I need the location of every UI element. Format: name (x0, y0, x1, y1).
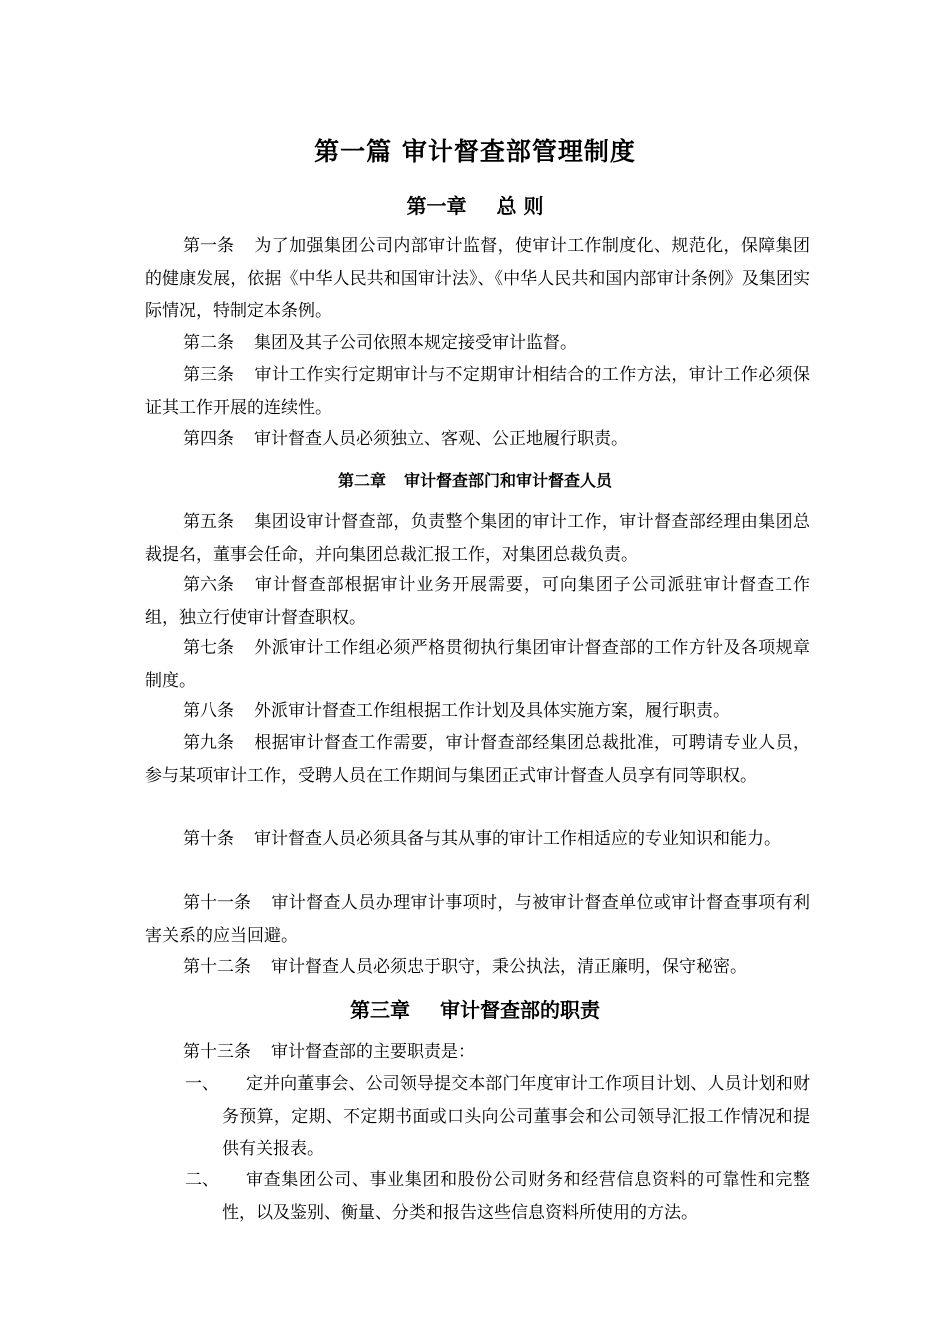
article-number: 第十条 (183, 829, 234, 849)
article-number: 第十一条 (183, 893, 251, 913)
article-text: 为了加强集团公司内部审计监督，使审计工作制度化、规范化，保障集团的健康发展，依据《中华人民共和国审计法》、《中华人民共和国内部审计条例》及集团实际情况，特制定本条例。 (145, 236, 810, 321)
chapter-2-name: 审计督查部门和审计督查人员 (404, 471, 613, 490)
article-text: 集团设审计督查部，负责整个集团的审计工作，审计督查部经理由集团总裁提名，董事会任命，并向集团总裁汇报工作，对集团总裁负责。 (145, 512, 810, 565)
article-number: 第八条 (183, 701, 234, 721)
article-13 (145, 1036, 810, 1069)
article-number: 第十三条 (183, 1042, 251, 1062)
article-1 (145, 230, 810, 328)
article-7 (145, 632, 810, 697)
article-text: 集团及其子公司依照本规定接受审计监督。 (254, 333, 577, 353)
article-4 (145, 423, 810, 456)
duty-text: 定并向董事会、公司领导提交本部门年度审计工作项目计划、人员计划和财务预算，定期、不定期书面或口头向公司董事会和公司领导汇报工作情况和提供有关报表。 (222, 1074, 810, 1159)
chapter-1-heading (0, 190, 950, 219)
article-10 (145, 823, 810, 856)
duty-number: 二、 (185, 1170, 219, 1190)
article-number: 第一条 (183, 236, 234, 256)
article-number: 第五条 (183, 512, 234, 532)
article-text: 审计工作实行定期审计与不定期审计相结合的工作方法，审计工作必须保证其工作开展的连续性。 (145, 365, 810, 418)
article-number: 第十二条 (183, 957, 251, 977)
article-number: 第二条 (183, 333, 234, 353)
article-6 (145, 569, 810, 634)
article-number: 第六条 (183, 575, 234, 595)
article-number: 第四条 (183, 429, 234, 449)
article-text: 根据审计督查工作需要，审计督查部经集团总裁批准，可聘请专业人员，参与某项审计工作，受聘人员在工作期间与集团正式审计督查人员享有同等职权。 (145, 733, 810, 786)
article-number: 第三条 (183, 365, 234, 385)
article-number: 第九条 (183, 733, 234, 753)
article-text: 审计督查人员必须忠于职守，秉公执法，清正廉明，保守秘密。 (271, 957, 747, 977)
article-2 (145, 327, 810, 360)
article-11 (145, 887, 810, 952)
article-text: 审计督查部的主要职责是： (271, 1042, 475, 1062)
article-text: 审计督查部根据审计业务开展需要，可向集团子公司派驻审计督查工作组，独立行使审计督查职权。 (145, 575, 810, 628)
chapter-3-label: 第三章 (350, 998, 410, 1022)
article-text: 审计督查人员必须独立、客观、公正地履行职责。 (254, 429, 628, 449)
chapter-1-label: 第一章 (406, 194, 467, 218)
article-9 (145, 727, 810, 792)
chapter-2-label: 第二章 (337, 471, 386, 490)
duty-text: 审查集团公司、事业集团和股份公司财务和经营信息资料的可靠性和完整性，以及鉴别、衡量、分类和报告这些信息资料所使用的方法。 (222, 1170, 810, 1223)
article-5 (145, 506, 810, 571)
article-text: 外派审计工作组必须严格贯彻执行集团审计督查部的工作方针及各项规章制度。 (145, 638, 810, 691)
article-text: 外派审计督查工作组根据工作计划及具体实施方案，履行职责。 (254, 701, 730, 721)
chapter-2-heading (0, 468, 950, 491)
chapter-3-name: 审计督查部的职责 (440, 998, 600, 1022)
duty-number: 一、 (185, 1074, 219, 1094)
article-text: 审计督查人员必须具备与其从事的审计工作相适应的专业知识和能力。 (254, 829, 781, 849)
chapter-1-name: 总 则 (496, 194, 544, 218)
article-3 (145, 359, 810, 424)
article-8 (145, 695, 810, 728)
chapter-3-heading (0, 994, 950, 1023)
article-number: 第七条 (183, 638, 234, 658)
article-12 (145, 951, 810, 984)
document-title: 第一篇 审计督查部管理制度 (314, 137, 636, 166)
article-text: 审计督查人员办理审计事项时，与被审计督查单位或审计督查事项有利害关系的应当回避。 (145, 893, 810, 946)
